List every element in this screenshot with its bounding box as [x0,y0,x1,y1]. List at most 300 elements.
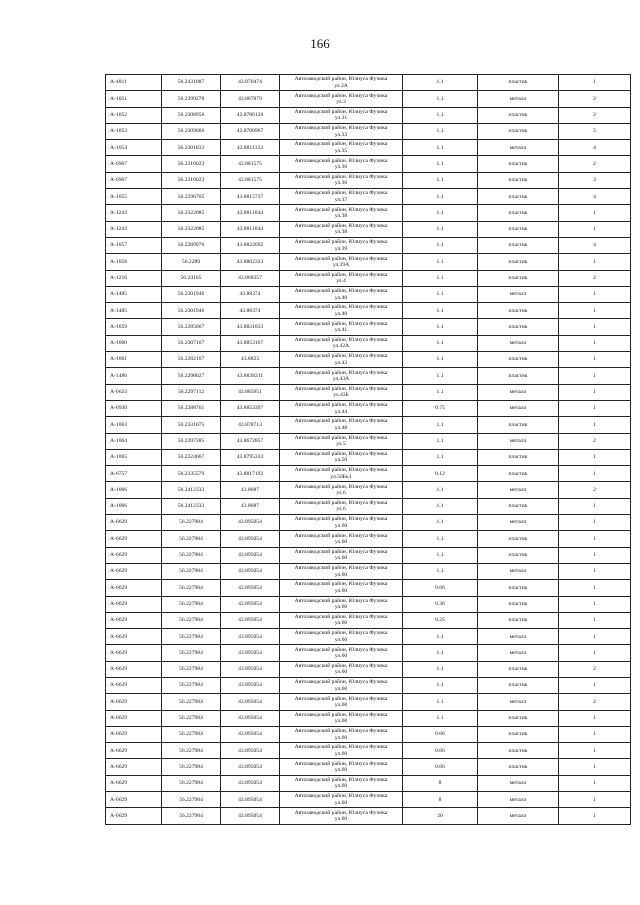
address-cell [280,237,403,253]
address-cell [280,759,403,775]
longitude-cell: 43.867879 [221,91,280,107]
volume-cell: 1.1 [403,91,478,107]
count-cell: 4 [559,189,631,205]
material-cell: металл [478,645,559,661]
site-code-cell: А-1052 [106,107,162,123]
address-line-house: ул.60 [334,685,348,692]
address-line-house: ул.3 [336,98,346,105]
address-line-house: ул.40 [334,310,348,317]
material-cell: пластик [478,368,559,384]
site-code-cell: А-1057 [106,237,162,253]
longitude-cell: 43.8817192 [221,466,280,482]
longitude-cell: 43.8708967 [221,123,280,139]
address-cell [280,335,403,351]
address-line-house: ул.60 [334,653,348,660]
address-line-house: ул.60 [334,701,348,708]
address-cell [280,547,403,563]
table-body [106,75,631,825]
address-cell [280,433,403,449]
latitude-cell: 56.2307167 [162,335,221,351]
table-row [106,205,631,221]
address-cell [280,75,403,91]
volume-cell: 1.1 [403,140,478,156]
table-row [106,726,631,742]
volume-cell: 1.1 [403,286,478,302]
address-line-house: ул.38 [334,213,348,220]
address-line-district: Автозаводский район, Юлиуса Фучика [294,385,388,392]
address-line-house: ул.60 [334,571,348,578]
address-cell [280,515,403,531]
address-line-district: Автозаводский район, Юлиуса Фучика [294,271,388,278]
material-cell: пластик [478,156,559,172]
address-line-house: ул.60 [334,799,348,806]
latitude-cell: 56.227984 [162,531,221,547]
volume-cell: 1.1 [403,498,478,514]
count-cell: 1 [559,645,631,661]
longitude-cell: 43.895054 [221,515,280,531]
address-cell [280,710,403,726]
site-code-cell: А-6629 [106,743,162,759]
latitude-cell: 56.227984 [162,759,221,775]
table-row [106,580,631,596]
address-cell [280,563,403,579]
address-line-district: Автозаводский район, Юлиуса Фучика [294,239,388,246]
material-cell: металл [478,694,559,710]
longitude-cell: 43.881575 [221,156,280,172]
count-cell: 2 [559,694,631,710]
address-line-district: Автозаводский район, Юлиуса Фучика [294,174,388,181]
address-cell [280,368,403,384]
address-line-house: ул.38 [334,229,348,236]
address-line-house: ул.60 [334,734,348,741]
address-line-house: ул.60 [334,604,348,611]
volume-cell: 1.1 [403,221,478,237]
longitude-cell: 43.8823 [221,352,280,368]
material-cell: пластик [478,710,559,726]
count-cell: 1 [559,531,631,547]
address-line-district: Автозаводский район, Юлиуса Фучика [294,190,388,197]
material-cell: металл [478,563,559,579]
site-code-cell: А-6629 [106,775,162,791]
address-line-house: ул.36 [334,180,348,187]
address-line-house: ул.43А [332,375,350,382]
latitude-cell: 56.2431087 [162,75,221,91]
address-line-district: Автозаводский район, Юлиуса Фучика [294,581,388,588]
material-cell: пластик [478,743,559,759]
volume-cell: 1.1 [403,710,478,726]
site-code-cell: А-1058 [106,254,162,270]
count-cell: 2 [559,107,631,123]
address-line-district: Автозаводский район, Юлиуса Фучика [294,451,388,458]
latitude-cell: 56.2288761 [162,400,221,416]
address-line-district: Автозаводский район, Юлиуса Фучика [294,809,388,816]
volume-cell: 1.1 [403,515,478,531]
latitude-cell: 56.227984 [162,743,221,759]
site-code-cell: А-6629 [106,612,162,628]
address-cell [280,612,403,628]
count-cell: 1 [559,449,631,465]
address-cell [280,91,403,107]
material-cell: пластик [478,270,559,286]
address-line-house: ул.36 [334,164,348,171]
address-line-house: ул.6 [336,490,346,497]
volume-cell: 1.1 [403,107,478,123]
site-code-cell: А-6629 [106,677,162,693]
material-cell: пластик [478,547,559,563]
address-line-district: Автозаводский район, Юлиуса Фучика [294,516,388,523]
address-cell [280,123,403,139]
volume-cell: 1.1 [403,303,478,319]
longitude-cell: 43.8831833 [221,319,280,335]
volume-cell: 1.1 [403,189,478,205]
longitude-cell: 43.895054 [221,759,280,775]
table-row [106,172,631,188]
count-cell: 2 [559,270,631,286]
latitude-cell: 56.227984 [162,596,221,612]
container-sites-table [105,74,631,825]
address-cell [280,400,403,416]
count-cell: 1 [559,352,631,368]
site-code-cell: А-1243 [106,221,162,237]
table-row [106,335,631,351]
count-cell: 1 [559,417,631,433]
count-cell: 1 [559,221,631,237]
table-row [106,449,631,465]
latitude-cell: 56.2308956 [162,107,221,123]
address-line-district: Автозаводский район, Юлиуса Фучика [294,793,388,800]
material-cell: металл [478,515,559,531]
address-line-house: ул.60 [334,767,348,774]
volume-cell: 8 [403,775,478,791]
address-cell [280,726,403,742]
table-row [106,303,631,319]
site-code-cell: А-1059 [106,319,162,335]
volume-cell: 1.1 [403,629,478,645]
latitude-cell: 56.2399278 [162,91,221,107]
volume-cell: 1.1 [403,417,478,433]
volume-cell: 0.66 [403,743,478,759]
material-cell: пластик [478,205,559,221]
latitude-cell: 56.2301833 [162,140,221,156]
material-cell: пластик [478,107,559,123]
count-cell: 1 [559,319,631,335]
volume-cell: 1.1 [403,205,478,221]
latitude-cell: 56.2301946 [162,286,221,302]
address-line-house: ул.4 [336,278,346,285]
table-row [106,743,631,759]
count-cell: 1 [559,400,631,416]
volume-cell: 1.1 [403,645,478,661]
material-cell: металл [478,629,559,645]
address-cell [280,205,403,221]
table-row [106,221,631,237]
address-cell [280,254,403,270]
table-row [106,661,631,677]
latitude-cell: 56.2412333 [162,498,221,514]
address-cell [280,221,403,237]
address-cell [280,694,403,710]
count-cell: 1 [559,515,631,531]
longitude-cell: 43.88374 [221,303,280,319]
address-cell [280,498,403,514]
material-cell: металл [478,286,559,302]
address-line-house: ул.39А [332,261,350,268]
address-cell [280,645,403,661]
site-code-cell: А-1054 [106,140,162,156]
volume-cell: 1.1 [403,335,478,351]
address-cell [280,140,403,156]
table-row [106,352,631,368]
site-code-cell: А-6629 [106,596,162,612]
site-code-cell: А-1066 [106,482,162,498]
table-row [106,596,631,612]
longitude-cell: 43.868357 [221,270,280,286]
site-code-cell: А-6629 [106,580,162,596]
address-line-house: ул.60 [334,620,348,627]
address-line-district: Автозаводский район, Юлиуса Фучика [294,402,388,409]
material-cell: пластик [478,319,559,335]
latitude-cell: 56.227984 [162,775,221,791]
material-cell: металл [478,335,559,351]
latitude-cell: 56.2309666 [162,123,221,139]
address-line-house: ул.48 [334,424,348,431]
count-cell: 2 [559,91,631,107]
count-cell: 1 [559,775,631,791]
table-row [106,547,631,563]
address-cell [280,743,403,759]
address-line-district: Автозаводский район, Юлиуса Фучика [294,320,388,327]
count-cell: 1 [559,596,631,612]
table-row [106,319,631,335]
longitude-cell: 43.895054 [221,596,280,612]
material-cell: металл [478,91,559,107]
latitude-cell: 56.2316023 [162,156,221,172]
address-cell [280,466,403,482]
longitude-cell: 43.895054 [221,629,280,645]
count-cell: 5 [559,123,631,139]
address-line-house: ул.37 [334,196,348,203]
address-cell [280,449,403,465]
site-code-cell: А-6629 [106,726,162,742]
site-code-cell: А-1485 [106,286,162,302]
address-line-house: ул.60 [334,538,348,545]
longitude-cell: 43.8815737 [221,189,280,205]
material-cell: металл [478,400,559,416]
latitude-cell: 56.2297112 [162,384,221,400]
address-cell [280,661,403,677]
latitude-cell: 56.2322085 [162,221,221,237]
address-line-house: ул.2А [334,82,348,89]
count-cell: 1 [559,726,631,742]
address-line-district: Автозаводский район, Юлиуса Фучика [294,353,388,360]
volume-cell: 1.1 [403,384,478,400]
volume-cell: 1.1 [403,563,478,579]
site-code-cell: А-6757 [106,466,162,482]
count-cell: 4 [559,140,631,156]
address-line-district: Автозаводский район, Юлиуса Фучика [294,728,388,735]
latitude-cell: 56.2285667 [162,319,221,335]
longitude-cell: 43.895054 [221,645,280,661]
table-row [106,515,631,531]
address-cell [280,629,403,645]
address-line-district: Автозаводский район, Юлиуса Фучика [294,711,388,718]
longitude-cell: 43.895054 [221,563,280,579]
table-row [106,189,631,205]
count-cell: 1 [559,759,631,775]
material-cell: пластик [478,352,559,368]
address-cell [280,580,403,596]
site-code-cell: А-6629 [106,515,162,531]
material-cell: пластик [478,466,559,482]
volume-cell: 1.1 [403,547,478,563]
latitude-cell: 56.24165 [162,270,221,286]
table-row [106,433,631,449]
latitude-cell: 56.227984 [162,580,221,596]
site-code-cell: А-1216 [106,270,162,286]
longitude-cell: 43.895054 [221,808,280,824]
longitude-cell: 43.895054 [221,710,280,726]
address-line-district: Автозаводский район, Юлиуса Фучика [294,467,388,474]
volume-cell: 0.75 [403,400,478,416]
count-cell: 2 [559,156,631,172]
address-cell [280,792,403,808]
latitude-cell: 56.227984 [162,629,221,645]
latitude-cell: 56.227984 [162,661,221,677]
address-line-district: Автозаводский район, Юлиуса Фучика [294,141,388,148]
volume-cell: 1.1 [403,123,478,139]
site-code-cell: А-6629 [106,531,162,547]
site-code-cell: А-1066 [106,498,162,514]
count-cell: 1 [559,547,631,563]
address-cell [280,189,403,205]
material-cell: металл [478,775,559,791]
material-cell: металл [478,792,559,808]
address-cell [280,482,403,498]
address-line-district: Автозаводский район, Юлиуса Фучика [294,614,388,621]
address-cell [280,775,403,791]
latitude-cell: 56.2289976 [162,237,221,253]
latitude-cell: 56.2322085 [162,205,221,221]
count-cell: 1 [559,254,631,270]
address-cell [280,107,403,123]
address-line-district: Автозаводский район, Юлиуса Фучика [294,548,388,555]
latitude-cell: 56.2324667 [162,449,221,465]
count-cell: 1 [559,580,631,596]
count-cell: 1 [559,808,631,824]
longitude-cell: 43.8672857 [221,433,280,449]
longitude-cell: 43.895054 [221,547,280,563]
latitude-cell: 56.227984 [162,612,221,628]
volume-cell: 1.1 [403,433,478,449]
volume-cell: 0.66 [403,759,478,775]
address-line-house: ул.44 [334,408,348,415]
volume-cell: 1.1 [403,368,478,384]
table-row [106,140,631,156]
table-row [106,123,631,139]
address-line-district: Автозаводский район, Юлиуса Фучика [294,206,388,213]
volume-cell: 1.1 [403,172,478,188]
address-line-house: ул.50 [334,457,348,464]
latitude-cell: 56.2335579 [162,466,221,482]
address-cell [280,808,403,824]
site-code-cell: А-1063 [106,417,162,433]
site-code-cell: А-6629 [106,547,162,563]
latitude-cell: 56.227984 [162,694,221,710]
material-cell: металл [478,140,559,156]
address-line-district: Автозаводский район, Юлиуса Фучика [294,434,388,441]
latitude-cell: 56.2282167 [162,352,221,368]
site-code-cell: А-1061 [106,352,162,368]
latitude-cell: 56.227984 [162,710,221,726]
address-line-district: Автозаводский район, Юлиуса Фучика [294,288,388,295]
volume-cell: 0.66 [403,726,478,742]
latitude-cell: 56.2397385 [162,433,221,449]
volume-cell: 1.1 [403,694,478,710]
address-line-district: Автозаводский район, Юлиуса Фучика [294,679,388,686]
address-cell [280,596,403,612]
longitude-cell: 43.895054 [221,661,280,677]
address-line-district: Автозаводский район, Юлиуса Фучика [294,157,388,164]
table-row [106,270,631,286]
volume-cell: 1.1 [403,254,478,270]
longitude-cell: 43.8786126 [221,107,280,123]
longitude-cell: 43.870474 [221,75,280,91]
address-line-house: ул.50Бк1 [330,473,352,480]
table-row [106,237,631,253]
material-cell: пластик [478,449,559,465]
address-line-district: Автозаводский район, Юлиуса Фучика [294,369,388,376]
address-line-district: Автозаводский район, Юлиуса Фучика [294,565,388,572]
volume-cell: 1.1 [403,482,478,498]
latitude-cell: 56.227984 [162,792,221,808]
volume-cell: 0.12 [403,466,478,482]
count-cell: 1 [559,286,631,302]
page-number: 166 [310,36,330,51]
address-line-district: Автозаводский район, Юлиуса Фучика [294,695,388,702]
address-line-house: ул.6 [336,506,346,513]
material-cell: металл [478,482,559,498]
site-code-cell: А-1243 [106,205,162,221]
volume-cell: 0.25 [403,612,478,628]
address-line-district: Автозаводский район, Юлиуса Фучика [294,777,388,783]
count-cell: 1 [559,612,631,628]
volume-cell: 1.1 [403,531,478,547]
address-line-house: ул.60 [334,718,348,725]
longitude-cell: 43.895054 [221,612,280,628]
address-cell [280,319,403,335]
latitude-cell: 56.227984 [162,563,221,579]
material-cell: пластик [478,172,559,188]
volume-cell: 1.1 [403,237,478,253]
site-code-cell: А-1485 [106,303,162,319]
table-row [106,710,631,726]
count-cell: 1 [559,303,631,319]
address-line-district: Автозаводский район, Юлиуса Фучика [294,760,388,767]
longitude-cell: 43.881575 [221,172,280,188]
latitude-cell: 56.227984 [162,808,221,824]
material-cell: пластик [478,254,559,270]
longitude-cell: 43.895054 [221,677,280,693]
volume-cell: 0.66 [403,580,478,596]
latitude-cell: 56.2298027 [162,368,221,384]
address-line-house: ул.43 [334,359,348,366]
address-line-district: Автозаводский район, Юлиуса Фучика [294,483,388,490]
site-code-cell: А-6623 [106,384,162,400]
count-cell: 1 [559,792,631,808]
table-row [106,91,631,107]
address-line-house: ул.43Б [333,392,349,399]
address-line-district: Автозаводский район, Юлиуса Фучика [294,92,388,99]
